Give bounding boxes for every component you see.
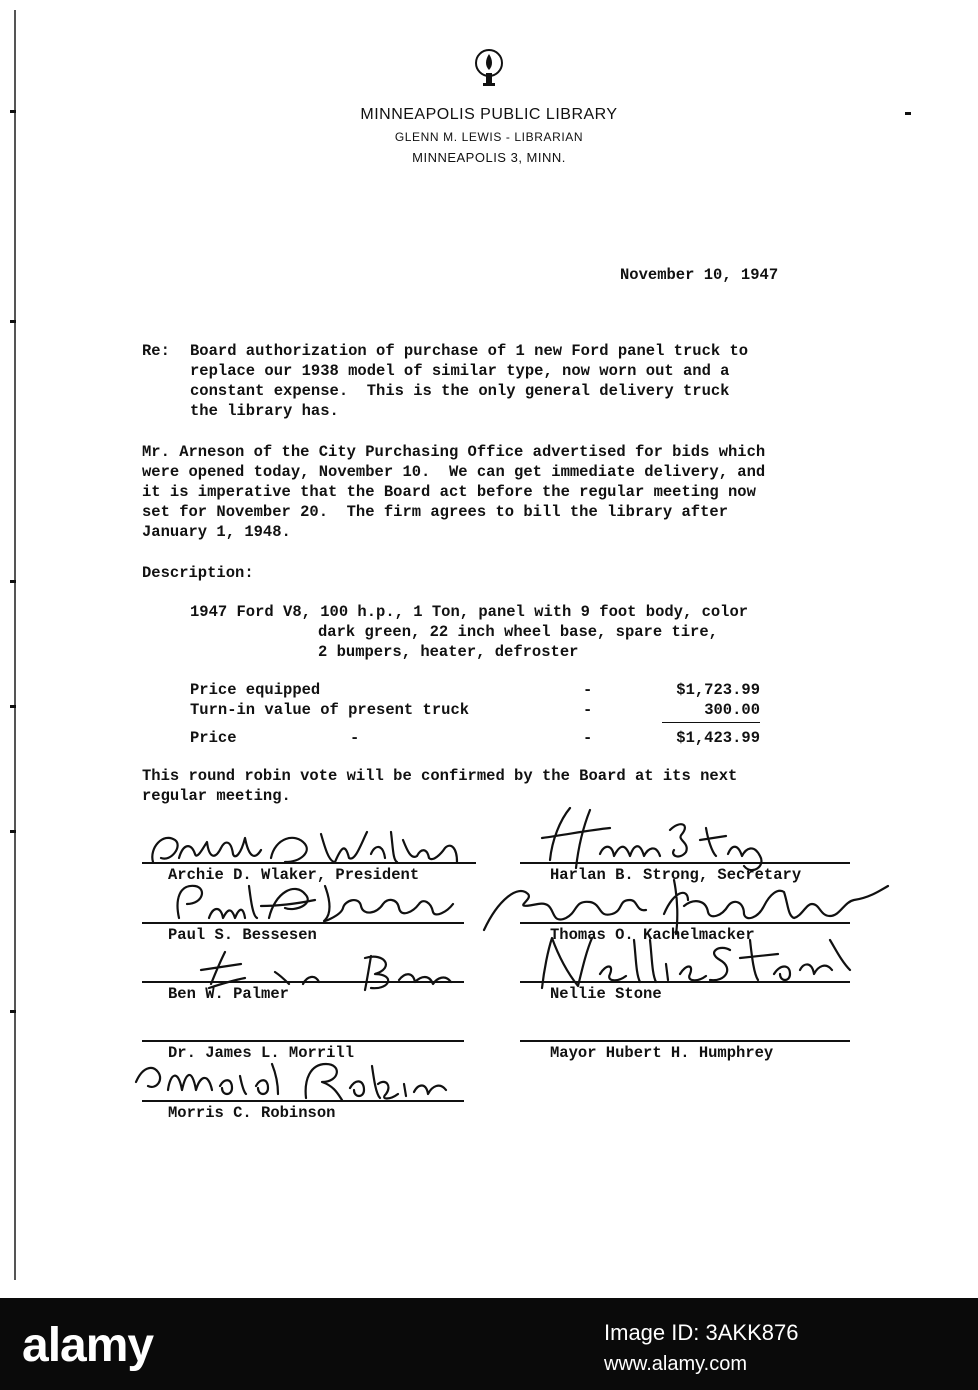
page-edge-rule	[14, 10, 16, 1280]
re-line: the library has.	[190, 402, 339, 420]
signature-paul-bessesen	[165, 872, 465, 932]
alamy-logo: alamy	[22, 1319, 154, 1372]
letter-date: November 10, 1947	[620, 266, 779, 284]
lamp-logo-icon	[472, 46, 506, 92]
price-amount: 300.00	[704, 701, 760, 719]
edge-mark	[10, 580, 16, 583]
signature-line	[142, 1040, 464, 1042]
price-dash: -	[583, 729, 593, 747]
body-line: set for November 20. The firm agrees to bill the library after	[142, 503, 728, 521]
image-id-label: Image ID: 3AKK876	[604, 1320, 799, 1345]
price-dash: -	[583, 681, 593, 699]
edge-mark	[10, 705, 16, 708]
signatory-name: Dr. James L. Morrill	[168, 1044, 355, 1062]
edge-mark	[10, 320, 16, 323]
description-label: Description:	[142, 564, 254, 582]
signature-harlan-strong	[530, 800, 780, 880]
signatory-name: Harlan B. Strong, Secretary	[550, 866, 802, 884]
signatory-name: Mayor Hubert H. Humphrey	[550, 1044, 774, 1062]
signature-archie-walker	[145, 818, 490, 874]
signatory-name: Archie D. Wlaker, President	[168, 866, 420, 884]
description-line: 2 bumpers, heater, defroster	[318, 643, 579, 661]
letterhead-librarian: GLENN M. LEWIS - LIBRARIAN	[394, 130, 584, 144]
price-dash: -	[583, 701, 593, 719]
price-mid-dash: -	[350, 729, 360, 747]
price-label: Turn-in value of present truck	[190, 701, 470, 719]
edge-mark	[10, 1010, 16, 1013]
signatory-name: Paul S. Bessesen	[168, 926, 317, 944]
signature-line	[520, 1040, 850, 1042]
description-line: dark green, 22 inch wheel base, spare tire,	[318, 623, 718, 641]
body-line: it is imperative that the Board act before the regular meeting now	[142, 483, 756, 501]
price-amount: $1,723.99	[676, 681, 760, 699]
body-line: January 1, 1948.	[142, 523, 291, 541]
watermark-url: www.alamy.com	[604, 1353, 747, 1375]
price-amount: $1,423.99	[676, 729, 760, 747]
body-line: Mr. Arneson of the City Purchasing Office advertised for bids which	[142, 443, 766, 461]
signatory-name: Thomas O. Kachelmacker	[550, 926, 755, 944]
edge-mark	[10, 830, 16, 833]
price-label: Price equipped	[190, 681, 321, 699]
price-label: Price	[190, 729, 237, 747]
signatory-name: Morris C. Robinson	[168, 1104, 336, 1122]
re-line: constant expense. This is the only general delivery truck	[190, 382, 730, 400]
signature-nellie-stone	[530, 930, 860, 994]
re-line: replace our 1938 model of similar type, now worn out and a	[190, 362, 730, 380]
closing-line: This round robin vote will be confirmed by the Board at its next	[142, 767, 738, 785]
body-line: were opened today, November 10. We can get immediate delivery, and	[142, 463, 766, 481]
signature-ben-palmer	[185, 944, 465, 994]
subtotal-rule	[662, 722, 760, 723]
letterhead-title: MINNEAPOLIS PUBLIC LIBRARY	[360, 106, 618, 123]
re-label: Re:	[142, 342, 170, 360]
closing-line: regular meeting.	[142, 787, 291, 805]
signatory-name: Ben W. Palmer	[168, 985, 289, 1003]
description-line: 1947 Ford V8, 100 h.p., 1 Ton, panel with 9 foot body, color	[190, 603, 749, 621]
letterhead-address: MINNEAPOLIS 3, MINN.	[412, 150, 566, 165]
signatory-name: Nellie Stone	[550, 985, 662, 1003]
re-line: Board authorization of purchase of 1 new Ford panel truck to	[190, 342, 749, 360]
signature-morris-robinson	[128, 1050, 458, 1110]
